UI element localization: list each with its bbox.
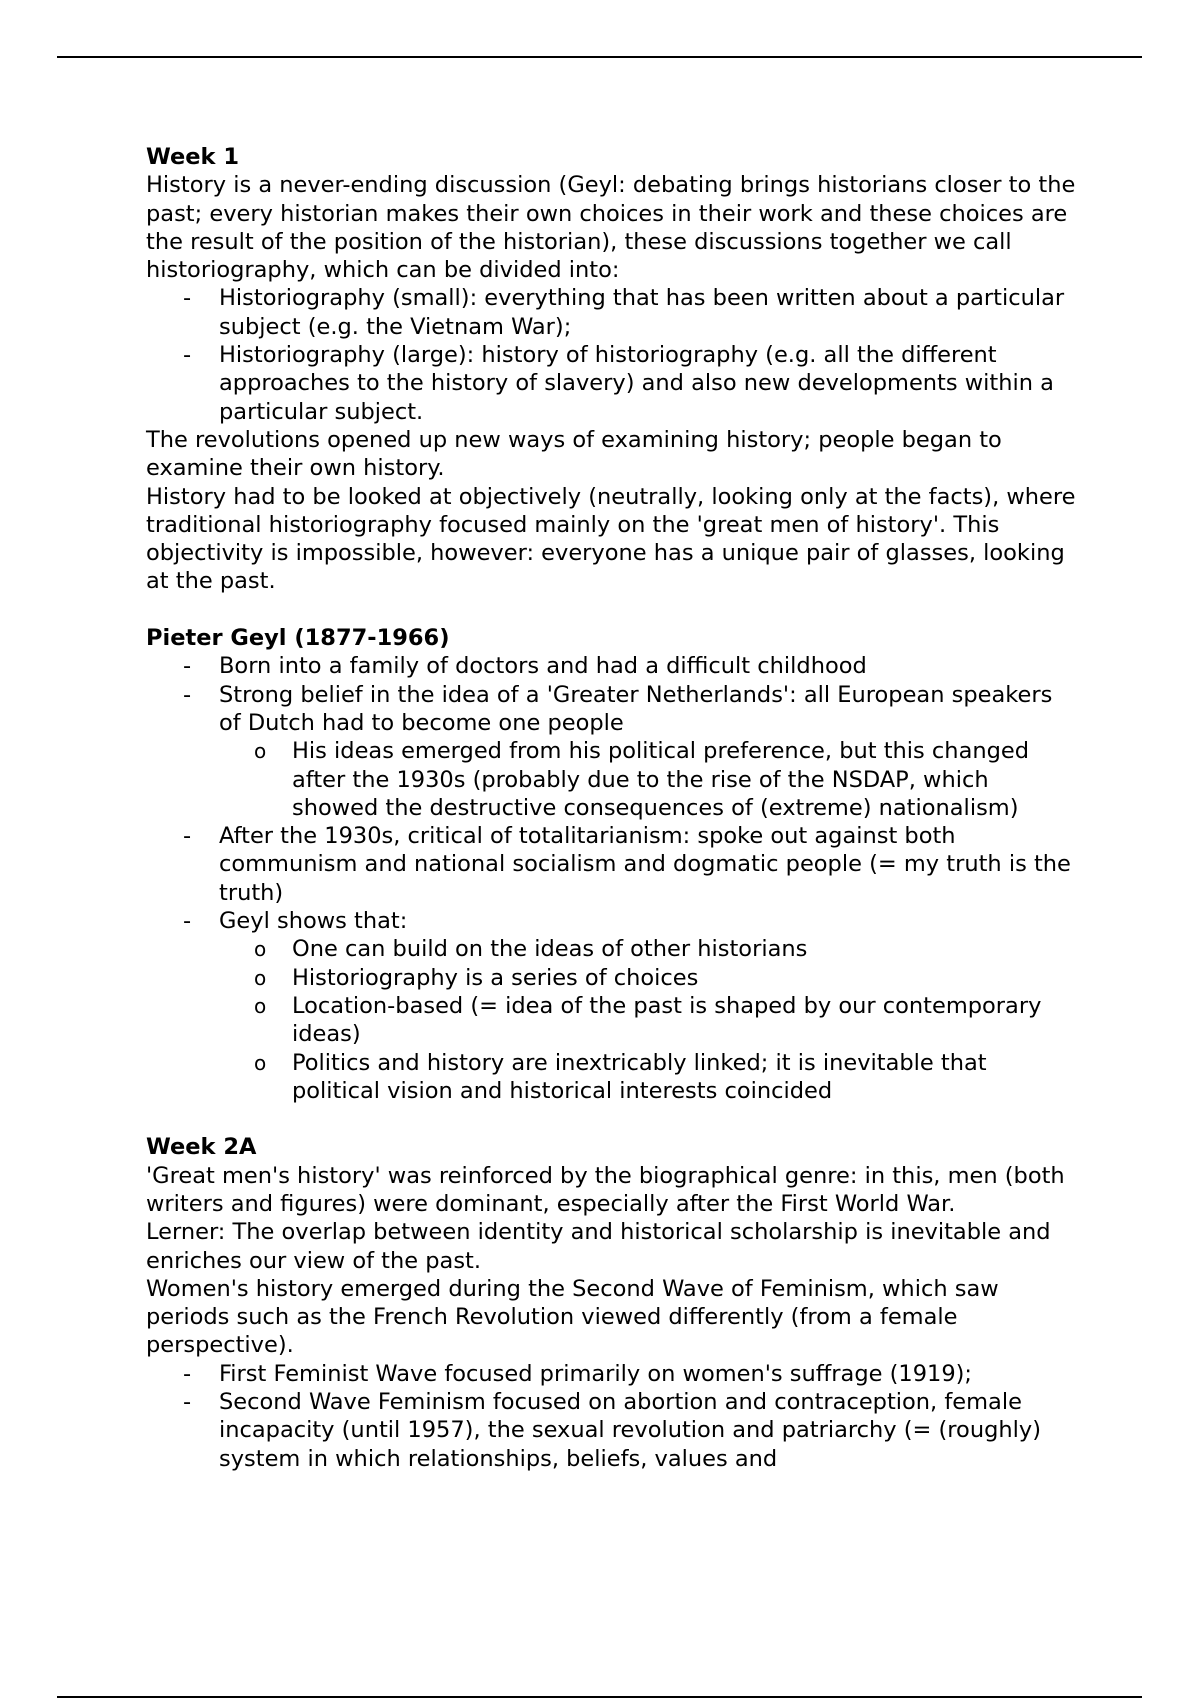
list-item <box>146 822 1076 907</box>
dash-bullet-marker: - <box>183 285 192 312</box>
dash-bullet-marker: - <box>183 1389 192 1416</box>
dash-bullet-marker: - <box>183 908 192 935</box>
circle-bullet-marker: o <box>254 739 267 764</box>
list-item-text: Born into a family of doctors and had a difficult childhood <box>219 653 867 680</box>
week2a-heading: Week 2A <box>146 1134 257 1161</box>
section-spacer <box>146 596 1076 624</box>
circle-bullet-marker: o <box>254 993 267 1018</box>
sub-list-item-text: His ideas emerged from his political preference, but this changed after the 1930s (probably due to the rise of the NSDAP, which showed the destructive consequences of (extreme) nationalism) <box>292 738 1030 821</box>
week1-paragraph-revolutions: The revolutions opened up new ways of examining history; people began to examine their own history. <box>146 426 1002 482</box>
list-item-text: Strong belief in the idea of a 'Greater Netherlands': all European speakers of Dutch had to become one people <box>219 681 1053 736</box>
sub-list-item <box>219 964 1076 992</box>
week2a-paragraph-womens-history: Women's history emerged during the Second Wave of Feminism, which saw periods such as the French Revolution viewed differently (from a female perspective). <box>146 1275 999 1359</box>
list-item <box>146 341 1076 426</box>
geyl-heading: Pieter Geyl (1877-1966) <box>146 625 450 652</box>
list-item-text: Second Wave Feminism focused on abortion and contraception, female incapacity (until 1957), the sexual revolution and patriarchy (= (roughly) system in which relationships, beliefs, values and <box>219 1389 1041 1472</box>
footer-rule <box>57 1696 1142 1698</box>
header-rule <box>57 56 1142 58</box>
list-item <box>146 681 1076 822</box>
list-item-text: After the 1930s, critical of totalitarianism: spoke out against both communism and national socialism and dogmatic people (= my truth is the truth) <box>219 823 1071 906</box>
list-item <box>146 1388 1076 1473</box>
geyl-sub-list <box>219 737 1076 822</box>
list-item <box>146 284 1076 341</box>
sub-list-item-text: Politics and history are inextricably linked; it is inevitable that political vision and historical interests coincided <box>292 1049 987 1104</box>
week1-intro: History is a never-ending discussion (Geyl: debating brings historians closer to the past; every historian makes their own choices in their work and these choices are the result of the position of the historian), these discussions together we call historiography, which can be divided into: <box>146 172 1076 284</box>
list-item <box>146 1360 1076 1388</box>
list-item-text: Historiography (small): everything that has been written about a particular subject (e.g. the Vietnam War); <box>219 285 1065 340</box>
sub-list-item <box>219 992 1076 1049</box>
list-item <box>146 652 1076 680</box>
week1-heading: Week 1 <box>146 144 239 170</box>
dash-bullet-marker: - <box>183 653 192 680</box>
week1-bullet-list <box>146 284 1076 425</box>
week2a-paragraph-lerner: Lerner: The overlap between identity and historical scholarship is inevitable and enriches our view of the past. <box>146 1219 1051 1274</box>
week2a-paragraph-great-men: 'Great men's history' was reinforced by the biographical genre: in this, men (both writers and figures) were dominant, especially after the First World War. <box>146 1162 1065 1217</box>
circle-bullet-marker: o <box>254 937 267 962</box>
circle-bullet-marker: o <box>254 1050 267 1075</box>
list-item <box>146 907 1076 1105</box>
list-item-text: Historiography (large): history of historiography (e.g. all the different approaches to the history of slavery) and also new developments within a particular subject. <box>219 342 1054 425</box>
list-item-text: First Feminist Wave focused primarily on women's suffrage (1919); <box>219 1360 972 1387</box>
sub-list-item-text: Location-based (= idea of the past is shaped by our contemporary ideas) <box>292 992 1042 1048</box>
document-body <box>146 143 1076 1473</box>
dash-bullet-marker: - <box>183 823 192 850</box>
week2a-bullet-list <box>146 1360 1076 1473</box>
dash-bullet-marker: - <box>183 1360 192 1387</box>
sub-list-item-text: Historiography is a series of choices <box>292 964 699 991</box>
circle-bullet-marker: o <box>254 965 267 990</box>
geyl-shows-sub-list <box>219 935 1076 1105</box>
dash-bullet-marker: - <box>183 342 192 369</box>
geyl-bullet-list <box>146 652 1076 1105</box>
sub-list-item-text: One can build on the ideas of other historians <box>292 936 808 963</box>
section-spacer <box>146 1105 1076 1133</box>
list-item-text: Geyl shows that: <box>219 908 408 935</box>
sub-list-item <box>219 935 1076 963</box>
dash-bullet-marker: - <box>183 681 192 708</box>
sub-list-item <box>219 737 1076 822</box>
sub-list-item <box>219 1049 1076 1106</box>
week1-paragraph-objectivity: History had to be looked at objectively (neutrally, looking only at the facts), where traditional historiography focused mainly on the 'great men of history'. This objectivity is impossible, however: everyone has a unique pair of glasses, looking at the past. <box>146 483 1076 595</box>
